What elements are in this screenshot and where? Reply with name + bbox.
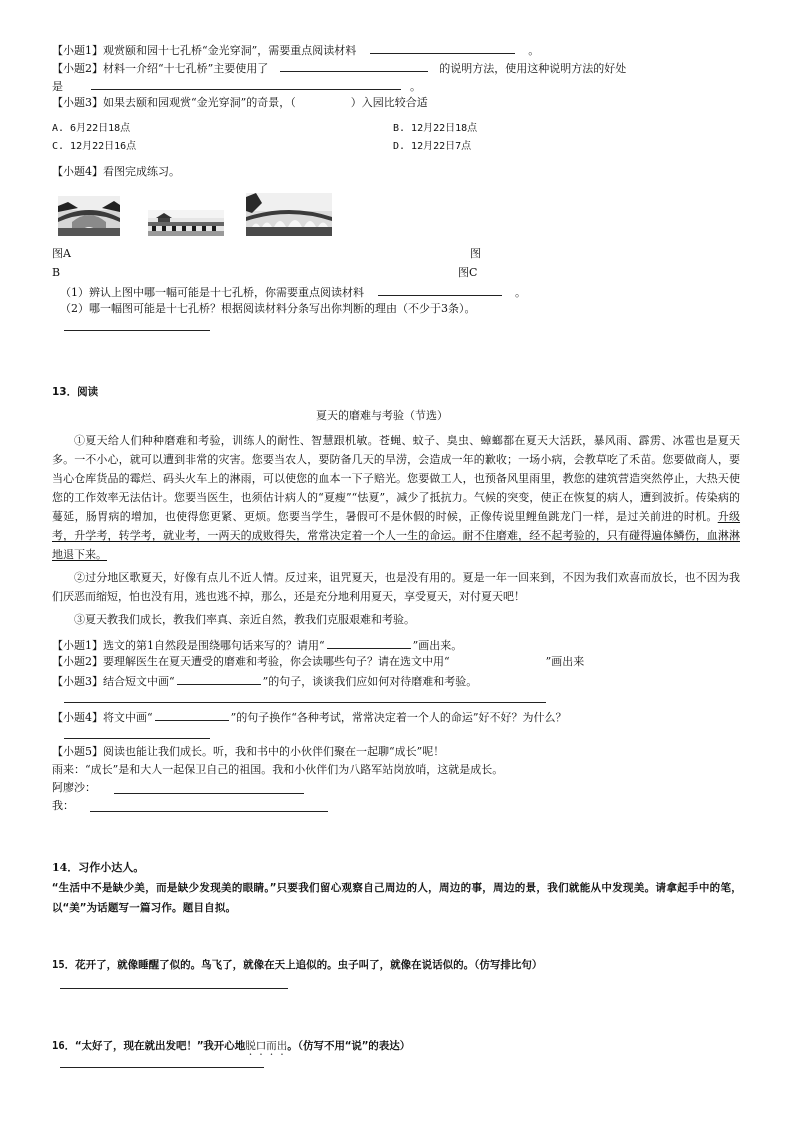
option-c[interactable]: C. 12月22日16点 (52, 141, 137, 152)
sq1-line: 【小题1】选文的第1自然段是围绕哪句话来写的？请用“ ”画出来。 (52, 639, 463, 652)
sq4-answer-line[interactable] (64, 738, 210, 739)
sq3-mark-sample (177, 673, 261, 685)
q15-answer-line[interactable] (60, 988, 288, 989)
passage-paragraph-2: ②过分地区歌夏天，好像有点儿不近人情。反过来，诅咒夏天，也是没有用的。夏是一年一回来到，不因为我们欢喜而放长，也不因为我们厌恶而缩短，怕也没有用，逃也逃不掉，那么，还是充分地利用夏天，享受夏天，对付夏天吧！ (52, 571, 740, 603)
figure-a-label: 图A (52, 247, 71, 260)
passage-paragraph-3: ③夏天教我们成长，教我们率真、亲近自然，教我们克服艰难和考验。 (74, 613, 415, 626)
figure-b-label-top: 图 (470, 247, 481, 260)
figure-a-image (58, 196, 120, 236)
q1-line: 【小题1】观赏颐和园十七孔桥“金光穿洞”，需要重点阅读材料 。 (52, 44, 540, 57)
q1-text: 【小题1】观赏颐和园十七孔桥“金光穿洞”，需要重点阅读材料 (52, 44, 357, 57)
option-a[interactable]: A. 6月22日18点 (52, 123, 131, 134)
sq1-mark-sample (327, 637, 411, 649)
passage-paragraph-1: ①夏天给人们种种磨难和考验，训练人的耐性、智慧跟机敏。苍蝇、蚊子、臭虫、蟑螂都在夏天大活跃，暴风雨、霹雳、冰雹也是夏天多。一不小心，就可以遭到非常的灾害。您要当农人，要防备几天的旱涝，会造成一年的歉收；一场小病，会教草吃了禾苗。您要做商人，要当心仓库货品的霉烂、码头火车上的淋雨，可以使您的血本一下子赔光。您要做工人，也预备风里雨里，教您的建筑营造突然停止，大热天使您的工作效率无法估计。您要当医生，也须估计病人的“夏瘦”“怯夏”，减少了抵抗力。气候的突变，使正在恢复的病人，遭到波折。传染病的蔓延，肠胃病的增加，也使得您更紧、更烦。您要当学生，暑假可不是休假的时候，正像传说里鲤鱼跳龙门一样，是过关前进的时机。升级考，升学考，转学考，就业考，一两天的成败得失，常常决定着一个人一生的命运。耐不住磨难，经不起考验的，只有碰得遍体鳞伤，血淋淋地退下来。 (52, 434, 741, 561)
amisha-answer-line[interactable] (114, 793, 304, 794)
q2-text: 【小题2】材料一介绍“十七孔桥”主要使用了 (52, 62, 269, 75)
figure-b-label-bottom: B (52, 266, 61, 279)
q14-prompt: “生活中不是缺少美，而是缺少发现美的眼睛。”只要我们留心观察自己周边的人，周边的事，周边的景，我们就能从中发现美。请拿起手中的笔，以“美”为话题写一篇习作。题目自拟。 (52, 882, 742, 914)
wo-label: 我： (52, 799, 74, 812)
yulai-line: 雨来：“成长”是和大人一起保卫自己的祖国。我和小伙伴们为八路军站岗放哨，这就是成长。 (52, 763, 504, 776)
sub1-line: （1）辨认上图中哪一幅可能是十七孔桥，你需要重点阅读材料 。 (60, 286, 526, 299)
q14-heading: 14．习作小达人。 (52, 861, 145, 874)
sub2-answer-line[interactable] (64, 330, 210, 331)
q2-line2: 是 。 (52, 80, 421, 93)
wo-answer-line[interactable] (90, 811, 328, 812)
q2-line: 【小题2】材料一介绍“十七孔桥”主要使用了 的说明方法，使用这种说明方法的好处 (52, 62, 627, 75)
option-b[interactable]: B. 12月22日18点 (393, 123, 478, 134)
q13-heading: 13．阅读 (52, 386, 99, 398)
figure-c-label: 图C (458, 266, 478, 279)
sq4-mark-sample (155, 709, 229, 721)
sq2-line: 【小题2】要理解医生在夏天遭受的磨难和考验，你会读哪些句子？请在选文中用“ ”画出来 (52, 655, 585, 668)
sub2-text: （2）哪一幅图可能是十七孔桥？根据阅读材料分条写出你判断的理由（不少于3条）。 (60, 302, 476, 315)
q4-text: 【小题4】看图完成练习。 (52, 165, 180, 178)
q16-answer-line[interactable] (60, 1067, 264, 1068)
option-d[interactable]: D. 12月22日7点 (393, 141, 472, 152)
q16-line: 16．“太好了，现在就出发吧！”我开心地脱口而出。（仿写不用“说”的表达） (52, 1040, 411, 1052)
passage-title: 夏天的磨难与考验（节选） (316, 409, 448, 422)
q1-answer-blank[interactable] (370, 42, 515, 54)
sub1-answer-blank[interactable] (378, 284, 502, 296)
figure-b-image (148, 210, 224, 236)
underlined-sentence: 升级考，升学考，转学考，就业考，一两天的成败得失，常常决定着一个人一生的命运。耐不住磨难，经不起考验的，只有碰得遍体鳞伤，血淋淋地退下来。 (52, 510, 741, 561)
dotted-phrase: 脱口而出 (245, 1040, 288, 1052)
q2-answer-blank[interactable] (280, 60, 428, 72)
q2-reason-blank[interactable] (91, 78, 401, 90)
q3-text: 【小题3】如果去颐和园观赏“金光穿洞”的奇景，（ ）入园比较合适 (52, 96, 428, 109)
figure-c-image (246, 193, 332, 236)
q15-text: 15．花开了，就像睡醒了似的。鸟飞了，就像在天上追似的。虫子叫了，就像在说话似的。（仿写排比句） (52, 959, 543, 971)
sq3-line: 【小题3】结合短文中画“ ”的句子，谈谈我们应如何对待磨难和考验。 (52, 675, 478, 688)
sq3-answer-line[interactable] (64, 702, 546, 703)
sq5-text: 【小题5】阅读也能让我们成长。听，我和书中的小伙伴们聚在一起聊“成长”呢！ (52, 745, 445, 758)
sq4-line: 【小题4】将文中画“ ”的句子换作“各种考试，常常决定着一个人的命运”好不好？为什么？ (52, 711, 567, 724)
amisha-label: 阿廖沙： (52, 781, 96, 794)
